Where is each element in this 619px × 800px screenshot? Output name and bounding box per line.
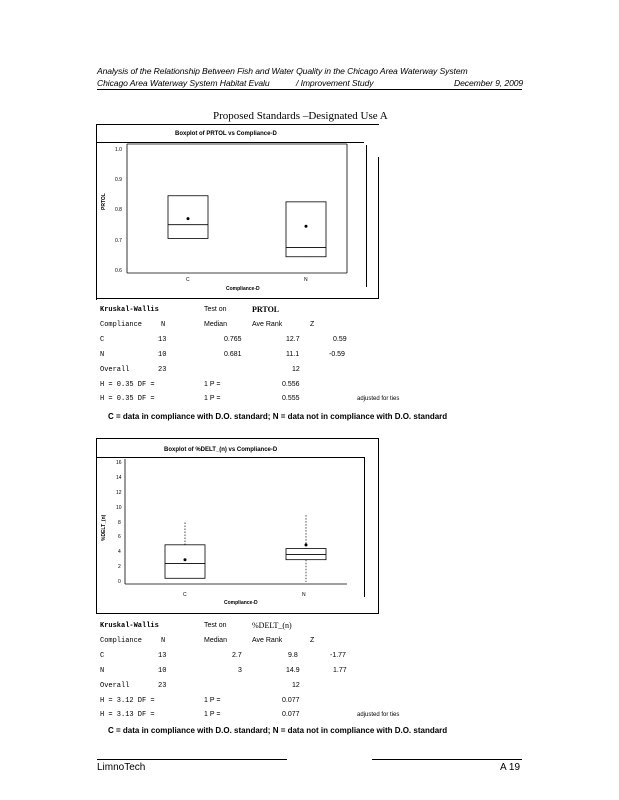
table2-col-rank: Ave Rank bbox=[252, 637, 283, 644]
plot1-xlabel: Compliance-D bbox=[226, 286, 260, 292]
table2-h1: H = 3.12 DF = bbox=[100, 697, 155, 705]
table2-col-compliance: Compliance bbox=[100, 637, 143, 645]
table1-row-n-rank: 11.1 bbox=[286, 351, 300, 358]
table2-row-overall-label: Overall bbox=[100, 682, 130, 690]
plot1-xtick-n: N bbox=[304, 277, 308, 283]
table2-h2: H = 3.13 DF = bbox=[100, 711, 155, 719]
table2-row-overall-rank: 12 bbox=[292, 682, 300, 689]
table2-row-c-rank: 9.8 bbox=[288, 652, 298, 659]
table1-row-n-z: -0.59 bbox=[329, 351, 345, 358]
table1-p1: 0.556 bbox=[282, 381, 300, 388]
plot1-ylabel: PRTOL bbox=[101, 193, 107, 210]
plot2-ytick-12: 12 bbox=[116, 490, 122, 496]
plot1-title: Boxplot of PRTOL vs Compliance-D bbox=[175, 131, 277, 137]
box-mean-n bbox=[305, 543, 308, 546]
table1-row-c-n: 13 bbox=[158, 336, 167, 344]
table1-col-z: Z bbox=[310, 321, 315, 328]
header-date: December 9, 2009 bbox=[454, 78, 524, 88]
table1-row-n-n: 10 bbox=[158, 351, 167, 359]
plot2-ytick-2: 2 bbox=[118, 564, 121, 570]
table1-row-c-median: 0.765 bbox=[224, 336, 242, 343]
table1-row-n-label: N bbox=[100, 351, 105, 359]
table2-col-z: Z bbox=[310, 637, 315, 644]
table1-test-on: Test on bbox=[204, 306, 227, 313]
plot1-ytick-4: 0.7 bbox=[115, 238, 122, 244]
plot2-ytick-0: 0 bbox=[118, 579, 121, 585]
table2-row-c-z: -1.77 bbox=[330, 652, 346, 659]
table2-title: Kruskal-Wallis bbox=[100, 622, 159, 630]
plot2-ytick-10: 10 bbox=[116, 505, 122, 511]
table2-test-var: %DELT_(n) bbox=[252, 621, 292, 630]
table2-col-n: N bbox=[161, 637, 166, 645]
plot1-ytick-2: 0.9 bbox=[115, 177, 122, 183]
plot1-ytick-1: 1.0 bbox=[115, 147, 122, 153]
table1-col-median: Median bbox=[204, 321, 227, 328]
table2-row-n-label: N bbox=[100, 667, 105, 675]
table2-adjusted: adjusted for ties bbox=[357, 712, 400, 718]
legend-1: C = data in compliance with D.O. standard; N = data not in compliance with D.O. standard bbox=[108, 412, 448, 421]
table1-row-n-median: 0.681 bbox=[224, 351, 242, 358]
box-c bbox=[165, 545, 205, 578]
plot2-ytick-8: 8 bbox=[118, 520, 121, 526]
table1-h2: H = 0.35 DF = bbox=[100, 395, 155, 403]
table2-row-n-median: 3 bbox=[238, 667, 242, 674]
footer-page-number: A 19 bbox=[500, 762, 521, 773]
plot2-ylabel: %DELT_(n) bbox=[101, 514, 107, 541]
box-mean-c bbox=[184, 558, 187, 561]
header-line-1: Analysis of the Relationship Between Fish and Water Quality in the Chicago Area Waterway System bbox=[97, 66, 468, 76]
header-line-2-mid: / Improvement Study bbox=[296, 78, 374, 88]
table2-row-overall-n: 23 bbox=[158, 682, 167, 690]
legend-2: C = data in compliance with D.O. standard; N = data not in compliance with D.O. standard bbox=[108, 726, 448, 735]
table1-col-n: N bbox=[161, 321, 166, 329]
table1-h1: H = 0.35 DF = bbox=[100, 381, 155, 389]
table1-p2: 0.555 bbox=[282, 395, 300, 402]
plot1-xtick-c: C bbox=[186, 277, 190, 283]
table1-row-overall-label: Overall bbox=[100, 366, 130, 374]
section-title: Proposed Standards –Designated Use A bbox=[213, 110, 388, 122]
plot2-ytick-4: 4 bbox=[118, 549, 121, 555]
header-line-2-left: Chicago Area Waterway System Habitat Evalu bbox=[97, 78, 270, 88]
table1-title: Kruskal-Wallis bbox=[100, 306, 159, 314]
plot2-ytick-6: 6 bbox=[118, 534, 121, 540]
plot2-ytick-16: 16 bbox=[116, 460, 122, 466]
table2-row-n-n: 10 bbox=[158, 667, 167, 675]
table2-row-c-label: C bbox=[100, 652, 105, 660]
footer-company: LimnoTech bbox=[97, 762, 146, 773]
table1-col-compliance: Compliance bbox=[100, 321, 143, 329]
plot2-title: Boxplot of %DELT_(n) vs Compliance-D bbox=[164, 447, 278, 453]
plot2-xlabel: Compliance-D bbox=[224, 600, 258, 606]
table2-row-c-median: 2.7 bbox=[232, 652, 242, 659]
table2-p2-label: 1 P = bbox=[204, 711, 221, 718]
table1-row-c-label: C bbox=[100, 336, 105, 344]
plot2-xtick-n: N bbox=[302, 592, 306, 598]
plot2-ytick-14: 14 bbox=[116, 475, 122, 481]
table1-test-var: PRTOL bbox=[252, 305, 280, 314]
table2-row-n-z: 1.77 bbox=[333, 667, 347, 674]
table1-adjusted: adjusted for ties bbox=[357, 396, 400, 402]
plot1-ytick-3: 0.8 bbox=[115, 207, 122, 213]
table2-p1: 0.077 bbox=[282, 697, 300, 704]
table2-col-median: Median bbox=[204, 637, 227, 644]
table1-p1-label: 1 P = bbox=[204, 381, 221, 388]
table1-row-overall-rank: 12 bbox=[292, 366, 300, 373]
table2-p2: 0.077 bbox=[282, 711, 300, 718]
table2-row-c-n: 13 bbox=[158, 652, 167, 660]
footer-rule-left bbox=[97, 759, 287, 760]
table2-row-n-rank: 14.9 bbox=[286, 667, 300, 674]
plot2-xtick-c: C bbox=[183, 592, 187, 598]
table2-p1-label: 1 P = bbox=[204, 697, 221, 704]
table1-row-c-z: 0.59 bbox=[333, 336, 347, 343]
table1-row-c-rank: 12.7 bbox=[286, 336, 300, 343]
plot1-ytick-5: 0.6 bbox=[115, 268, 122, 274]
table2-test-on: Test on bbox=[204, 622, 227, 629]
table1-p2-label: 1 P = bbox=[204, 395, 221, 402]
table1-row-overall-n: 23 bbox=[158, 366, 167, 374]
table1-col-rank: Ave Rank bbox=[252, 321, 283, 328]
footer-rule-right bbox=[372, 759, 522, 760]
